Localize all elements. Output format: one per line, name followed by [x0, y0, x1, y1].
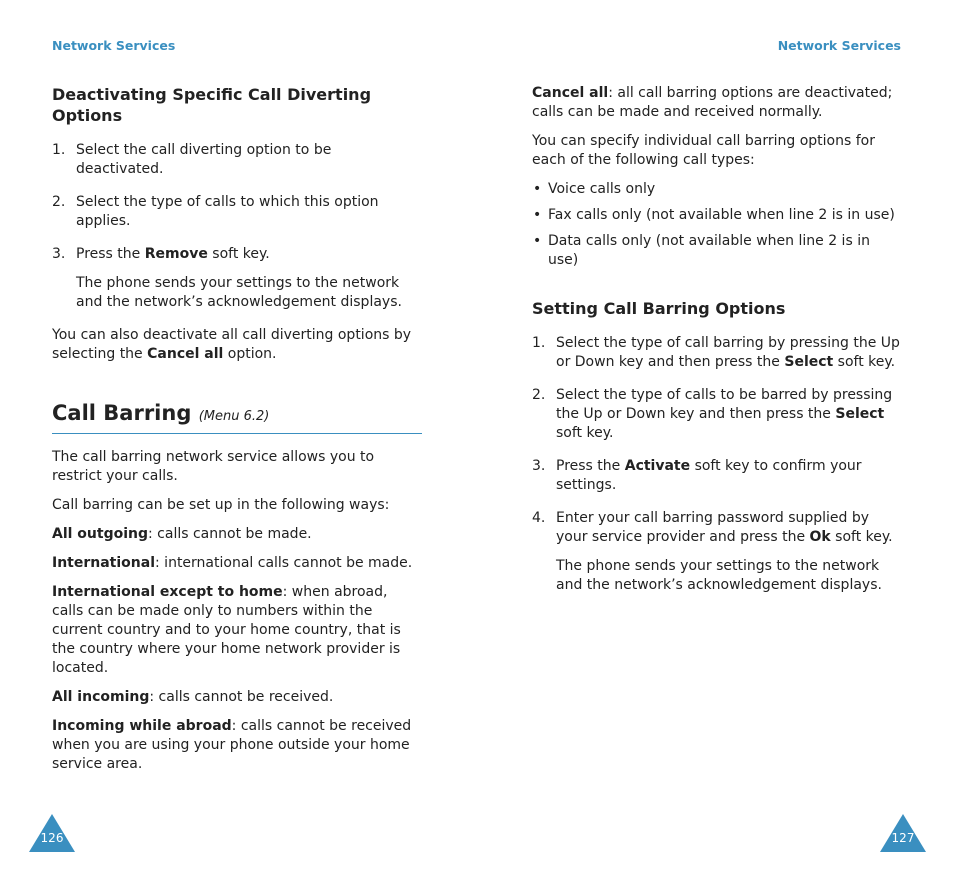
intro-paragraph: The call barring network service allows you to restrict your calls.: [52, 449, 375, 484]
option-term: International except to home: [52, 584, 283, 600]
step-number: 1.: [52, 142, 66, 158]
list-item-text: Fax calls only (not available when line 2 is in use): [548, 207, 895, 223]
deactivate-steps: [52, 141, 422, 312]
right-column: [532, 84, 902, 609]
paragraph-text: You can also deactivate all call diverting options by selecting the: [52, 327, 412, 362]
option-term: Incoming while abroad: [52, 718, 232, 734]
section-title-text: Call Barring: [52, 401, 192, 425]
bullet-icon: •: [533, 181, 542, 197]
key-name: Select: [835, 406, 885, 422]
step-number: 1.: [532, 335, 546, 351]
step-text: Press the: [76, 246, 145, 262]
option-incoming-abroad: [52, 717, 422, 774]
option-desc: : when abroad, calls can be made only to numbers within the current country and to your home country, that is the country where your home network provider is located.: [52, 584, 401, 676]
list-item: [532, 206, 902, 225]
list-item: [532, 180, 902, 199]
option-name: Cancel all: [147, 346, 224, 362]
menu-reference: (Menu 6.2): [198, 409, 270, 424]
option-all-outgoing: [52, 525, 422, 544]
sub-heading-setting: Setting Call Barring Options: [532, 299, 786, 318]
step-text: Select the type of calls to be barred by pressing the Up or Down key and then press the: [556, 387, 893, 422]
list-item-text: Data calls only (not available when line 2 is in use): [548, 233, 870, 268]
section-title-call-barring: [52, 400, 422, 434]
option-desc: : calls cannot be made.: [148, 526, 312, 542]
specify-paragraph: You can specify individual call barring options for each of the following call types:: [532, 133, 875, 168]
sub-heading-deactivating: Deactivating Specific Call Diverting Options: [52, 85, 372, 125]
step-text: soft key.: [207, 246, 270, 262]
list-item-text: Voice calls only: [548, 181, 656, 197]
running-header: Network Services: [52, 38, 176, 53]
paragraph-text: option.: [223, 346, 277, 362]
right-page: [477, 0, 954, 876]
intro-paragraph: Call barring can be set up in the following ways:: [52, 497, 390, 513]
list-item: [532, 232, 902, 270]
step-note: The phone sends your settings to the network and the network’s acknowledgement displays.: [76, 275, 402, 310]
step-text: soft key.: [833, 354, 896, 370]
page-number: 126: [40, 831, 64, 845]
option-cancel-all: [532, 84, 902, 122]
step-text: soft key to confirm your settings.: [556, 458, 862, 493]
option-term: All outgoing: [52, 526, 149, 542]
option-term: International: [52, 555, 156, 571]
step: [52, 193, 422, 231]
key-name: Activate: [624, 458, 691, 474]
step-number: 3.: [532, 458, 546, 474]
step-text: soft key.: [556, 425, 614, 441]
call-type-list: [532, 180, 902, 270]
option-desc: : international calls cannot be made.: [155, 555, 413, 571]
key-name: Select: [784, 354, 834, 370]
option-desc: : all call barring options are deactivated; calls can be made and received normally.: [532, 85, 893, 120]
step: [52, 245, 422, 312]
bullet-icon: •: [533, 233, 542, 249]
key-name: Ok: [809, 529, 831, 545]
option-term: All incoming: [52, 689, 150, 705]
option-term: Cancel all: [532, 85, 609, 101]
page-number-badge: [880, 814, 926, 852]
step: [532, 509, 902, 595]
step-number: 2.: [52, 194, 66, 210]
step-text: Select the call diverting option to be deactivated.: [76, 142, 332, 177]
step: [532, 457, 902, 495]
step: [52, 141, 422, 179]
step-text: soft key.: [830, 529, 893, 545]
cancel-all-paragraph: [52, 326, 422, 364]
option-desc: : calls cannot be received when you are using your phone outside your home service area.: [52, 718, 412, 772]
option-all-incoming: [52, 688, 422, 707]
option-international-except-home: [52, 583, 422, 678]
key-name: Remove: [144, 246, 208, 262]
option-desc: : calls cannot be received.: [149, 689, 334, 705]
step-text: Select the type of calls to which this option applies.: [76, 194, 379, 229]
step-text: Enter your call barring password supplied by your service provider and press the: [556, 510, 870, 545]
step-text: Press the: [556, 458, 625, 474]
step: [532, 386, 902, 443]
setting-steps: [532, 334, 902, 595]
page-number-badge: [29, 814, 75, 852]
step: [532, 334, 902, 372]
option-international: [52, 554, 422, 573]
left-column: [52, 84, 422, 784]
step-text: Select the type of call barring by pressing the Up or Down key and then press the: [556, 335, 900, 370]
running-header: Network Services: [777, 38, 901, 53]
step-number: 3.: [52, 246, 66, 262]
bullet-icon: •: [533, 207, 542, 223]
page-number: 127: [891, 831, 915, 845]
step-number: 4.: [532, 510, 546, 526]
step-number: 2.: [532, 387, 546, 403]
step-note: The phone sends your settings to the network and the network’s acknowledgement displays.: [556, 558, 882, 593]
